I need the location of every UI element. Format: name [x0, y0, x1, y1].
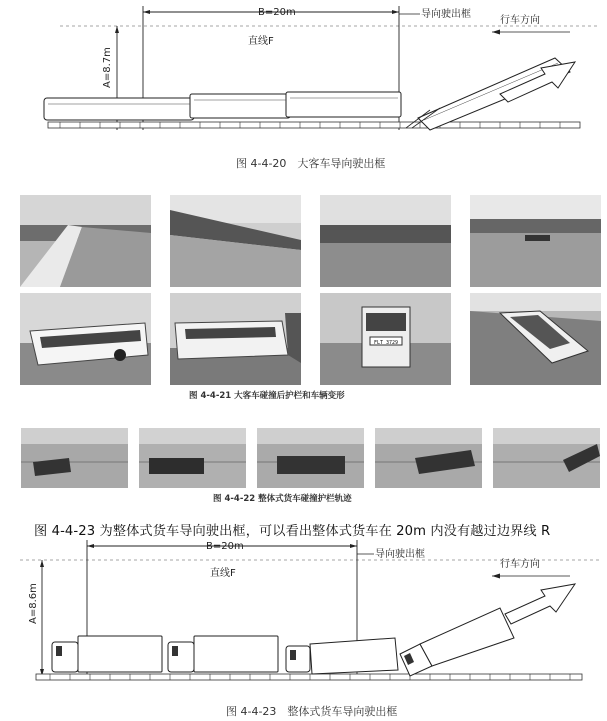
- photo-truck-1: [21, 428, 128, 488]
- bus-exit-box-diagram: [0, 0, 607, 150]
- direction-label: 行车方向: [500, 559, 540, 570]
- photo-truck-4: [375, 428, 482, 488]
- dimension-b-label: B=20m: [206, 541, 244, 552]
- dimension-b-label: B=20m: [258, 7, 296, 18]
- photo-truck-2: [139, 428, 246, 488]
- line-f-label: 直线F: [210, 568, 236, 579]
- photo-truck-3: [257, 428, 364, 488]
- exit-box-label: 导向驶出框: [375, 549, 425, 560]
- bus-plate: FLT 3729: [373, 340, 399, 346]
- photo-truck-5: [493, 428, 600, 488]
- figure-23-caption: 图 4-4-23 整体式货车导向驶出框: [226, 705, 398, 718]
- photo-bus-2: [170, 293, 301, 385]
- direction-label: 行车方向: [500, 15, 540, 26]
- line-f-label: 直线F: [248, 36, 274, 47]
- photo-bus-3: [320, 293, 451, 385]
- photo-guardrail-2: [170, 195, 301, 287]
- figure-20-caption: 图 4-4-20 大客车导向驶出框: [236, 157, 386, 170]
- photo-guardrail-4: [470, 195, 601, 287]
- figure-21-caption: 图 4-4-21 大客车碰撞后护栏和车辆变形: [189, 391, 345, 401]
- truck-exit-box-diagram: [0, 536, 607, 696]
- body-paragraph: 图 4-4-23 为整体式货车导向驶出框，可以看出整体式货车在 20m 内没有越过边界线 R: [34, 524, 551, 539]
- figure-22-caption: 图 4-4-22 整体式货车碰撞护栏轨迹: [213, 494, 352, 504]
- dimension-a-label: A=8.7m: [102, 47, 113, 88]
- photo-bus-4: [470, 293, 601, 385]
- photo-bus-1: [20, 293, 151, 385]
- dimension-a-label: A=8.6m: [28, 583, 39, 624]
- exit-box-label: 导向驶出框: [421, 9, 471, 20]
- photo-guardrail-3: [320, 195, 451, 287]
- photo-guardrail-1: [20, 195, 151, 287]
